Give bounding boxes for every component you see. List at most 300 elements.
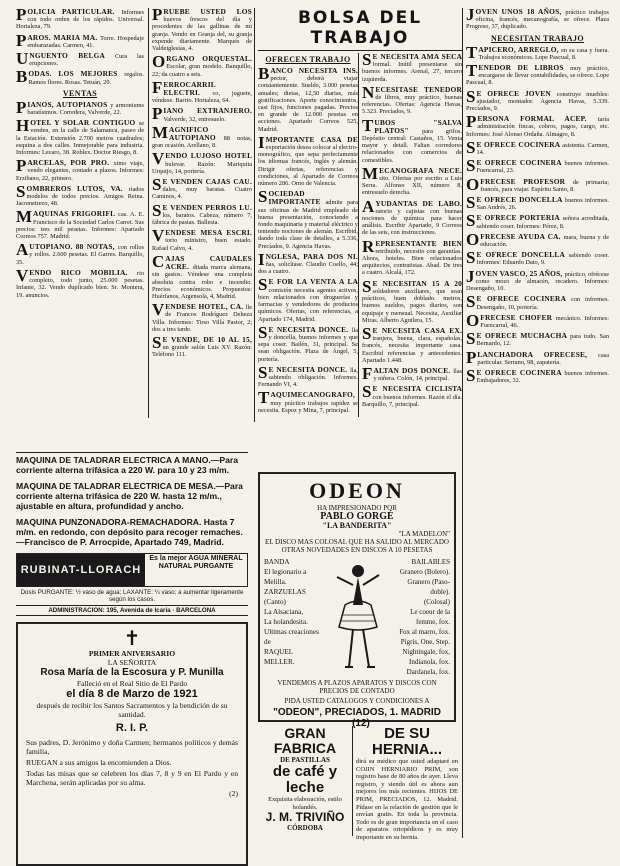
- ad-caption: E FOR LA VENTA A LA: [268, 277, 358, 287]
- odeon-right-item: Granero (Paso-doble).: [407, 578, 450, 596]
- odeon-impresionado: HA IMPRESIONADO POR: [317, 504, 397, 512]
- odeon-left-item: El legionario a: [264, 568, 307, 576]
- obituary-rip: R. I. P.: [115, 722, 149, 734]
- classified-ad: [466, 193, 609, 213]
- ad-caption: ENDO LUJOSO HOTEL: [165, 151, 252, 161]
- ad-caption: AQUIMECANOGRAFO,: [270, 390, 356, 400]
- cross-icon: ✝: [123, 628, 141, 650]
- ad-text: pector, deberá viajar constantemente. Sueldo, 3.000 pesetas anuales; dietas, 12,50 diarias, más gratificaciones. Aporte conocimientos, casi fijos, funciones pagadas. Precios en grande de 12.000 pesetas en acciones. Apartado Correos 525, Madrid.: [258, 75, 358, 133]
- ad-text: Torre. Hospedaje embarazadas. Carmen, 41.: [27, 34, 144, 49]
- ad-dropcap: F: [362, 363, 373, 383]
- classified-ad: [258, 362, 358, 389]
- classified-ad: [362, 115, 462, 164]
- ad-caption: E VENDEN PERROS LU.: [162, 202, 252, 212]
- ad-caption: MPORTANTE CASA DE: [265, 134, 358, 144]
- classified-ad: [362, 50, 462, 83]
- classified-ad: [466, 347, 609, 367]
- ad-text: co, juguete, véndese. Barrio. Hortaleza, 64.: [152, 90, 253, 105]
- obituary-sacramentos: después de recibir los Santos Sacramentos y la bendición de su santidad.: [36, 701, 228, 719]
- bolsa-del-trabajo-section: [254, 8, 462, 422]
- ad-dropcap: S: [362, 382, 372, 402]
- ad-text: 88 notas, gran ocasión. Arellano, 8.: [152, 135, 252, 150]
- ad-dropcap: S: [466, 156, 476, 176]
- ad-text: en su casa y fuera. Trabajos económicos. Lope Pascual, 8.: [478, 46, 609, 61]
- classified-ad: [362, 276, 462, 324]
- classified-ad: [152, 300, 252, 333]
- gran-fabrica-cafe: de café y leche: [272, 763, 338, 796]
- ad-text: casa particular. Serrano, 98, zapatería.: [477, 351, 609, 366]
- obituary-misas: Todas las misas que se celebren los días 7, 8 y 9 en El Pardo y en Marchena, serán aplicadas por su alma.: [26, 769, 238, 787]
- ad-caption: RUEBE USTED LOS: [163, 7, 252, 16]
- classifieds-column-1: [16, 5, 144, 458]
- classified-ad: [16, 67, 144, 87]
- ad-caption: ECANOGRAFA NECE.: [379, 165, 462, 175]
- ad-caption: RGANO ORQUESTAL.: [166, 54, 252, 64]
- ad-dropcap: V: [152, 300, 165, 320]
- rubinat-logo: RUBINAT-LLORACH: [17, 554, 145, 586]
- classified-ad: [152, 251, 252, 300]
- ad-caption: UBOS "SALVA PLATOS": [374, 117, 462, 135]
- ad-caption: ENEDOR DE LIBROS: [478, 63, 571, 73]
- odeon-left-item: (Canto): [264, 598, 286, 606]
- classified-ad: [466, 5, 609, 31]
- bolsa-banner: BOLSA DEL TRABAJO: [258, 8, 462, 51]
- classified-ad: [466, 248, 609, 268]
- ad-text: ximo viaje, vendo elegantes, contado a plazos. Informes: Erzibano, 22, primero.: [16, 160, 144, 182]
- ad-dropcap: N: [362, 82, 375, 102]
- obituary-notice: [16, 622, 248, 866]
- classified-ad: [362, 363, 462, 383]
- gran-fabrica-pastillas: DE PASTILLAS: [280, 756, 330, 764]
- odeon-address-text: "ODEON", PRECIADOS, 1. MADRID: [273, 707, 441, 718]
- ad-dropcap: M: [152, 122, 169, 142]
- divider: [16, 452, 248, 453]
- ad-caption: OCIEDAD IMPORTANTE: [268, 189, 326, 207]
- ad-caption: NGLESA, PARA DOS NI.: [265, 251, 358, 261]
- ad-dropcap: S: [16, 181, 26, 201]
- ad-caption: E OFRECE PORTERIA: [476, 213, 563, 223]
- ad-dropcap: V: [152, 149, 165, 169]
- ad-caption: AGNIFICO AUTOPIANO: [169, 124, 224, 143]
- ad-caption: E VENDEN CAJAS CAU.: [162, 177, 252, 187]
- ad-text: Cura las erupciones.: [29, 53, 144, 68]
- rubinat-dosis: Dosis PURGANTE: ½ vaso de agua; LAXANTE: ¼ vaso; a aumentar ligeramente según los casos.: [20, 589, 244, 603]
- classified-ad: [16, 265, 144, 299]
- classified-ad: [152, 332, 252, 359]
- odeon-left-item: de: [264, 638, 271, 646]
- ad-dropcap: P: [466, 112, 477, 132]
- classified-ad: [16, 97, 144, 117]
- odeon-lists: [264, 557, 450, 677]
- ad-dropcap: R: [362, 236, 375, 256]
- ad-dropcap: O: [152, 52, 166, 72]
- ad-text: huevos frescos del día y procedentes de las gallinas de mi granja. Vendo en Granja del, su granja expende diariamente. Marqués de Valdeiglesias, 4.: [152, 16, 252, 53]
- odeon-number: (12): [352, 718, 370, 729]
- ad-caption: ALTAN DOS DONCE.: [373, 365, 454, 375]
- ad-dropcap: T: [466, 42, 478, 62]
- classified-ad: [16, 156, 144, 182]
- ad-dropcap: S: [466, 211, 476, 231]
- ad-caption: FRECESE PROFESOR: [480, 176, 573, 186]
- classified-ad: [466, 61, 609, 87]
- classified-ad: [152, 149, 252, 175]
- classified-ad: [152, 77, 253, 105]
- ad-dropcap: U: [16, 49, 29, 69]
- odeon-right-item: Indianola, fox.: [408, 658, 450, 666]
- ad-text: los, baratos. Cabeza, número 7, fábrica de pastas. Ballesta.: [152, 211, 252, 227]
- ad-text: se venden, en la calle de Salamanca, paseo de la Estación. Extensión 2.700 metros cuadrados; esquina a dos calles. Inmejorable para industria. Informes: Lecaro, 38. Roblex. Doctor Riesgo, 8.: [16, 120, 144, 157]
- ad-dropcap: S: [258, 275, 268, 295]
- ad-dropcap: P: [16, 97, 27, 117]
- ad-text: muy práctico, encargarse de llevar contabilidades, se ofrece. Lope Pascual, 8.: [466, 65, 609, 87]
- ad-caption: E NECESITA CICLISTA: [372, 384, 462, 394]
- ad-text: para grifos. Depósito central: Castaños, 15. Venta mayor y detall. Faltan corredores relacionados con comercios de comestibles.: [362, 127, 462, 164]
- ad-dropcap: S: [362, 276, 372, 296]
- obituary-senorita: LA SEÑORITA: [107, 658, 157, 667]
- odeon-right-item: BAILABLES: [411, 558, 450, 566]
- ad-dropcap: S: [258, 322, 268, 342]
- maquina-taladrar-mesa: MAQUINA DE TALADRAR ELECTRICA DE MESA.—Para corriente alterna trifásica de 220 W. hasta 12 m/m., ajustable en altura, profundidad y ancho.: [16, 481, 243, 511]
- classified-ad: [362, 236, 462, 277]
- ad-caption: OVEN UNOS 18 AÑOS,: [475, 7, 566, 16]
- section-heading: NECESITAN TRABAJO: [491, 33, 584, 43]
- ad-caption: LANCHADORA OFRECESE,: [477, 349, 599, 359]
- ad-caption: E NECESITAN 15 A 20: [372, 278, 462, 288]
- ad-dropcap: V: [16, 265, 29, 285]
- ad-dropcap: P: [152, 104, 163, 124]
- rubinat-tagline: Es la mejor AGUA MINERAL NATURAL PURGANTE: [149, 555, 243, 570]
- classified-ad: [466, 42, 609, 62]
- hernia-text: dirá su médico que usted adaptaré en COJIN HERNIARIO PRIM, son registro base de 80 años de ayer. Lleva registro, y siendo útil es ahora aun mejores los más recientes. HIJOS DE PRIM, PRECIADOS, 12. Madrid. Pídase en la relación de gestión que le envían gratis. En toda la provincia. Todo es de gran importancia en el caso de aparatos ortopédicos y es muy importante en su hernia.: [356, 758, 458, 841]
- ad-dropcap: H: [16, 116, 30, 136]
- ad-text: comisión necesita agentes activos, bien relacionados con droguerías y farmacias y vendedores de productos químicos. Ofertas, con referencias, a Apartado 174, Madrid.: [258, 286, 358, 323]
- ad-caption: AROS. MARIA MA.: [27, 32, 101, 42]
- ad-dropcap: C: [152, 251, 165, 271]
- offers-list-2: [362, 50, 462, 408]
- odeon-ad: [258, 472, 456, 729]
- ad-dropcap: P: [466, 347, 477, 367]
- classified-ad: [152, 200, 252, 227]
- ad-text: Escolar, gran modelo. Banquillo, 22; da cuatro a seis.: [152, 63, 252, 78]
- ad-caption: NGUENTO BELGA: [29, 51, 115, 61]
- classified-ad: [258, 64, 358, 133]
- classified-ad: [466, 365, 609, 385]
- ad-caption: YUDANTAS DE LABO.: [375, 198, 462, 208]
- classified-ad: [258, 275, 358, 323]
- odeon-left-item: ZARZUELAS: [264, 588, 306, 596]
- classified-ad: [362, 163, 462, 197]
- ad-dropcap: M: [16, 207, 33, 227]
- classified-ad: [258, 249, 358, 276]
- ad-dropcap: P: [16, 5, 27, 24]
- ad-dropcap: F: [152, 77, 163, 97]
- odeon-right-item: Fox al marro, fox.: [399, 628, 450, 636]
- odeon-left-item: Melilla.: [264, 578, 287, 586]
- ad-caption: E OFRECE COCINERA: [476, 294, 572, 304]
- ad-text: taría administración fincas, cobros, pagos, cargo, etc. Informes: José Alonso Ordaña. Almagro, 8.: [466, 116, 609, 138]
- odeon-left-item: MELLER.: [264, 658, 295, 666]
- ad-dropcap: O: [466, 229, 480, 249]
- ad-dropcap: O: [466, 174, 480, 194]
- ofrecen-list: [258, 64, 358, 414]
- ad-dropcap: A: [362, 196, 375, 216]
- ad-caption: E OFRECE COCINERA: [476, 139, 563, 149]
- ad-text: lla, sabiendo obligación. Informes. Fernando VI, 4.: [258, 366, 358, 389]
- ad-text: ratorio y cajistas con buenas nociones de química para hacer análisis. Escribir Apartado, 9 Correos de las seis, con instrucciones.: [362, 207, 462, 237]
- odeon-left-list: [264, 557, 328, 677]
- classified-ad: [16, 30, 144, 50]
- ad-text: ditada marca alemana, sin gastos. Véndese una completa absoluta contra robo e incendio. Precios económicos. Propuestos: Huérfanos, Argensola, 4, Madrid.: [152, 264, 252, 300]
- ad-caption: ENDESE HOTEL, CA.: [165, 302, 246, 312]
- ad-caption: E OFRECE MUCHACHA: [476, 331, 571, 341]
- ad-text: y armoniums baratísimos. Corredera, Valverde, 22.: [27, 101, 144, 117]
- ad-caption: ECESITASE TENEDOR: [375, 84, 462, 94]
- ad-caption: ODAS. LOS MEJORES: [28, 69, 125, 79]
- ad-caption: OTEL Y SOLAR CONTIGUO: [30, 118, 139, 128]
- ad-text: mara, buena y de educación.: [480, 233, 609, 249]
- ad-dropcap: O: [466, 310, 480, 330]
- classified-ad: [466, 266, 609, 293]
- classified-ad: [362, 382, 462, 408]
- dancer-icon: [331, 557, 385, 677]
- ad-text: soldadores auxiliares, que sean prácticos, buen doblado. metros, buenos sueldos, pagos diarios, son equipaje y mensual. Necesita, Auxiliar Miras. Alberto Aguilera, 15.: [362, 287, 462, 324]
- ad-caption: APICERO, ARREGLO,: [478, 44, 562, 54]
- gran-fabrica-ad: [258, 726, 353, 836]
- ad-text: buenos informes. Fuencarral, 23.: [476, 160, 609, 175]
- ad-dropcap: S: [258, 187, 268, 207]
- ad-text: admite para sus oficinas de Madrid empleado de buena presentación, conociendo a fondo maquinaria y material eléctrico y teniendo nociones de alemán. Escribid, dando toda clase de detalles, a 5.336, Precíados, 9. Agencia Havas.: [258, 199, 358, 250]
- classified-ad: [362, 323, 462, 364]
- ad-text: ñas, solicítase. Claudio Coello, 44; dos a cuatro.: [258, 261, 358, 276]
- classified-ad: [258, 132, 358, 188]
- odeon-left-item: RAQUEL: [264, 648, 294, 656]
- ad-dropcap: J: [466, 5, 475, 24]
- odeon-disco: EL DISCO MAS COLOSAL QUE HA SALIDO AL MERCADO: [265, 538, 449, 546]
- bolsa-subcolumns: [258, 50, 462, 417]
- odeon-otras: OTRAS NOVEDADES EN DISCOS A 10 PESETAS: [281, 546, 433, 554]
- odeon-right-item: Le coeur de la femme, fox.: [410, 608, 450, 626]
- classifieds-column-4: [462, 5, 610, 838]
- ad-dropcap: S: [258, 362, 268, 382]
- obituary-ruegan: RUEGAN a sus amigos la encomienden a Dios.: [26, 758, 172, 767]
- ad-dropcap: S: [362, 50, 372, 69]
- classified-ad: [466, 156, 609, 176]
- classified-ad: [152, 104, 252, 124]
- gran-fabrica-title: GRAN FABRICA: [273, 725, 337, 756]
- classified-ad: [362, 196, 462, 237]
- ad-dropcap: S: [362, 323, 372, 343]
- rubinat-ad: [16, 553, 248, 587]
- classified-ad: [466, 310, 609, 330]
- classified-ad: [152, 226, 252, 252]
- odeon-right-item: Nightingale, fox,: [402, 648, 450, 656]
- ad-text: muy práctico trabajos rapidez se necesita. Espoz y Mina, 7, principal.: [258, 399, 358, 414]
- ad-caption: FRECESE AYUDA CA.: [480, 231, 564, 241]
- odeon-left-item: La holandesita.: [264, 618, 308, 626]
- ad-dropcap: V: [152, 226, 165, 246]
- classified-ad: [466, 329, 610, 349]
- ad-text: Valverde, 32, entresuelo.: [163, 115, 226, 123]
- ad-caption: ARCELAS, POR PRO.: [27, 158, 114, 168]
- odeon-logo: ODEON: [309, 478, 405, 503]
- ad-caption: ANCO NECESITA INS.: [270, 66, 358, 75]
- ad-text: de libros, muy práctico, buenas referencias. Ofertas: Agencia Havas, 5.323. Precíados, 9.: [362, 94, 462, 116]
- ad-dropcap: T: [362, 115, 374, 135]
- obituary-aniversario: PRIMER ANIVERSARIO: [88, 649, 176, 658]
- ad-text: torio ministro, buen estado. Rafael Calvo, 4.: [152, 237, 252, 252]
- odeon-banderita: "LA BANDERITA": [322, 521, 392, 530]
- gran-fabrica-owner: J. M. TRIVIÑO: [265, 810, 345, 824]
- ad-caption: E OFRECE COCINERA: [476, 367, 565, 377]
- classified-ad: [258, 187, 358, 250]
- ad-caption: E OFRECE DONCELLA: [476, 195, 565, 205]
- classified-ad: [16, 181, 144, 208]
- ad-caption: OVEN VASCO, 25 AÑOS,: [475, 268, 565, 278]
- odeon-pida: PIDA USTED CATALOGOS Y CONDICIONES A: [284, 697, 430, 705]
- obituary-date: el día 8 de Marzo de 1921: [66, 688, 198, 700]
- ad-dropcap: M: [362, 163, 379, 183]
- classified-ad: [16, 5, 144, 31]
- ad-text: un grande salón Luis XV. Razón: Teléfono 111.: [152, 344, 252, 359]
- ad-text: bulevar. Razón: Mariquita Urquijo, 14, portería.: [152, 160, 252, 175]
- ad-dropcap: I: [258, 132, 265, 152]
- ad-caption: E VENDE, DE 10 AL 15,: [162, 334, 252, 344]
- classified-ad: [16, 207, 144, 241]
- classified-ad: [152, 122, 252, 150]
- classifieds-column-2: [148, 5, 253, 418]
- classified-ad: [258, 322, 358, 363]
- ad-caption: E NECESITA CASA EX.: [372, 325, 462, 335]
- obituary-body: Sus padres, D. Jerónimo y doña Carmen; hermanos políticos y demás familia,: [26, 738, 238, 756]
- ad-dropcap: T: [466, 61, 478, 81]
- ad-text: práctico, ofrécese como mozo de almacén, recadero. Informes: Desengaño, 10.: [466, 270, 609, 293]
- ad-text: rio completo, todo junto, 25.000 pesetas. Infante, 32. Vendo duplicado bien. Sr. Montera, 19. anuncios.: [16, 269, 144, 299]
- classified-ad: [152, 52, 252, 78]
- section-heading: VENTAS: [62, 88, 98, 98]
- ad-dropcap: B: [16, 67, 28, 87]
- classified-ad: [152, 175, 252, 201]
- ad-dropcap: S: [152, 200, 162, 220]
- ad-text: formal. Inútil presentarse sin buenos informes. Arenal, 27, tercero izquierda.: [362, 61, 462, 83]
- maquina-taladrar-mano: MAQUINA DE TALADRAR ELECTRICA A MANO.—Para corriente alterna trifásica a 220 W. para 10 y 23 m/m.: [16, 455, 239, 475]
- ad-caption: FRECESE CHOFER: [480, 312, 556, 322]
- ad-text: exportación desea colocar al electro-monográfico, que sepa perfectamente los idiomas francés, inglés y alemán. Dirigir ofertas, referencias y condiciones, al Apartado de Correos número 286. Orno de Valencia.: [258, 144, 358, 188]
- ad-text: sabiendo coser. Informes: Eduardo Dato, 9.: [476, 252, 609, 267]
- ad-dropcap: S: [466, 193, 476, 213]
- ad-caption: E NECESITA DONCE.: [268, 324, 352, 334]
- ad-caption: ERSONA FORMAL ACEP.: [477, 114, 598, 124]
- ad-caption: UTOPIANO. 88 NOTAS,: [29, 242, 118, 252]
- ad-text: de primaria; francés, para viajar. Espíritu Santo, 8.: [480, 178, 609, 193]
- ad-text: mecánico. Informes: Fuencarral, 46.: [480, 314, 609, 329]
- classified-ad: [152, 5, 252, 53]
- obituary-name: Rosa María de la Escosura y P. Munilla: [40, 667, 224, 678]
- ad-caption: E OFRECE COCINERA: [476, 158, 565, 168]
- ad-caption: EPRESENTANTE BIEN: [375, 238, 462, 248]
- ad-dropcap: S: [152, 175, 162, 195]
- ad-caption: ENDESE MESA ESCRI.: [165, 228, 252, 238]
- odeon-right-item: Granero (Bolero).: [399, 568, 450, 576]
- ad-text: Informes con todo orden de los rápidos. Universal. Hortaleza, 79.: [16, 9, 144, 31]
- ad-dropcap: S: [152, 332, 162, 352]
- ad-text: construye muebles: ajustador, montador. Agencia Havas, 5.339. Precíados, 9.: [466, 90, 609, 113]
- more-offers-column: [358, 50, 462, 417]
- odeon-right-list: [388, 557, 450, 677]
- ad-caption: IANO EXTRANJERO.: [163, 106, 252, 116]
- ad-text: con buenos informes. Razón el día. Barquillo, 7, principal.: [362, 393, 462, 408]
- ad-text: regalos. Ramos flores. Rosas. Tetuán, 20.: [28, 71, 144, 86]
- ad-caption: E OFRECE JOVEN: [476, 88, 557, 98]
- ad-caption: AQUINAS FRIGORIFI.: [33, 209, 119, 219]
- ad-dropcap: S: [466, 365, 476, 385]
- ad-dropcap: I: [258, 249, 265, 269]
- ad-dropcap: P: [16, 156, 27, 176]
- classified-ad: [16, 116, 144, 157]
- odeon-madelon: "LA MADELON": [398, 530, 450, 538]
- odeon-vendemos: VENDEMOS A PLAZOS APARATOS Y DISCOS CON PRECIOS DE CONTADO: [277, 679, 437, 695]
- classified-ad: [466, 229, 609, 249]
- classified-ad: [362, 82, 462, 116]
- hernia-title: DE SU HERNIA...: [371, 725, 442, 758]
- ad-dropcap: S: [466, 86, 476, 106]
- ad-text: dales, muy baratas. Cuatro Caminos, 4.: [152, 186, 252, 201]
- ad-caption: E NECESITA DONCE.: [268, 364, 351, 374]
- dancer-illustration: [331, 557, 385, 677]
- gran-fabrica-exquisita: Exquisita elaboración, estilo holandés.: [268, 796, 342, 811]
- ofrecen-trabajo-column: [258, 53, 358, 417]
- obituary-fallecio: Falleció en el Real Sitio de El Pardo: [76, 679, 188, 688]
- ad-text: lle de Francos Rodríguez Deheza Villa. Informes: Tirso Villa Pastor, 2; dos a tres tarde.: [152, 304, 252, 333]
- ad-dropcap: S: [466, 248, 476, 268]
- ad-caption: OMBREROS LUTOS, VA.: [26, 183, 129, 193]
- ad-text: con rollos y rollos. 2.600 pesetas. El Garres. Barquillo, 35.: [16, 244, 144, 266]
- ad-text: llas y niñera. Colón, 14, principal.: [373, 367, 462, 383]
- ad-text: buenos informes. Embajadores, 32.: [476, 369, 609, 385]
- ad-dropcap: T: [258, 388, 270, 408]
- hernia-ad: [356, 725, 458, 841]
- ad-dropcap: P: [16, 30, 27, 50]
- ad-dropcap: P: [152, 5, 163, 24]
- ad-dropcap: A: [16, 240, 29, 260]
- ad-text: buenos informes. San Andrés, 26.: [476, 197, 609, 212]
- ad-dropcap: S: [466, 137, 476, 157]
- ad-text: práctico trabajos oficina, francés, mecanografía, se ofrece. Plaza Progreso, 37, duplicado.: [466, 9, 609, 31]
- ad-caption: ENDO RICO MOBILIA.: [29, 267, 137, 277]
- ad-caption: AJAS CAUDALES ACRE.: [165, 253, 252, 272]
- ad-caption: OLICIA PARTICULAR.: [27, 7, 122, 16]
- classified-ad: [16, 240, 144, 266]
- rubinat-admin: ADMINISTRACION: 195, Avenida de Icaria · BARCELONA: [16, 605, 248, 616]
- ad-dropcap: J: [466, 266, 475, 286]
- odeon-right-item: Dardanela, fox.: [406, 668, 450, 676]
- lower-left-ads: [16, 452, 248, 824]
- ad-dropcap: S: [466, 329, 476, 349]
- ad-text: para todo. San Bernardo, 12.: [476, 333, 610, 348]
- classified-ad: [258, 388, 358, 414]
- odeon-left-item: BANDA: [264, 558, 290, 566]
- ad-caption: E NECESITA AMA SECA: [372, 52, 462, 61]
- ad-text: sito. Ofertas por escrito a Luis Serra. Alfonso XII, número 8, entresuelo derecha.: [362, 175, 462, 197]
- obituary-mark: (2): [229, 789, 238, 798]
- ad-text: retribuido, necesito con garantías. Ahora, hoteles. Bien relacionados arquitectos, contratistas. Abad. De tres a cuatro. Alcalá, 172.: [362, 247, 462, 277]
- ad-text: señora acreditada, sabiendo coser. Informes: Pérez, 8.: [476, 215, 609, 230]
- ad-caption: E OFRECE DONCELLA: [476, 250, 569, 260]
- classified-ad: [466, 137, 610, 157]
- ad-text: tranjera, buena, clara, españolas, francés, necesita importante casa. Escribid referencias y antecedentes. Apartado 1.448.: [362, 335, 462, 364]
- ad-text: cas. A. E. Francisco de la Sociedad Carlos Carret. Sus precios: tres mil pesetas. Informes: Apartado Correos 757. Madrid.: [16, 211, 144, 241]
- ad-text: lla y doncella, buenos informes y que sepa coser. Bailén, 31, principal. Se sean obligación. Plaza de Ángel, 5, portería.: [258, 326, 358, 363]
- classified-ad: [466, 292, 610, 312]
